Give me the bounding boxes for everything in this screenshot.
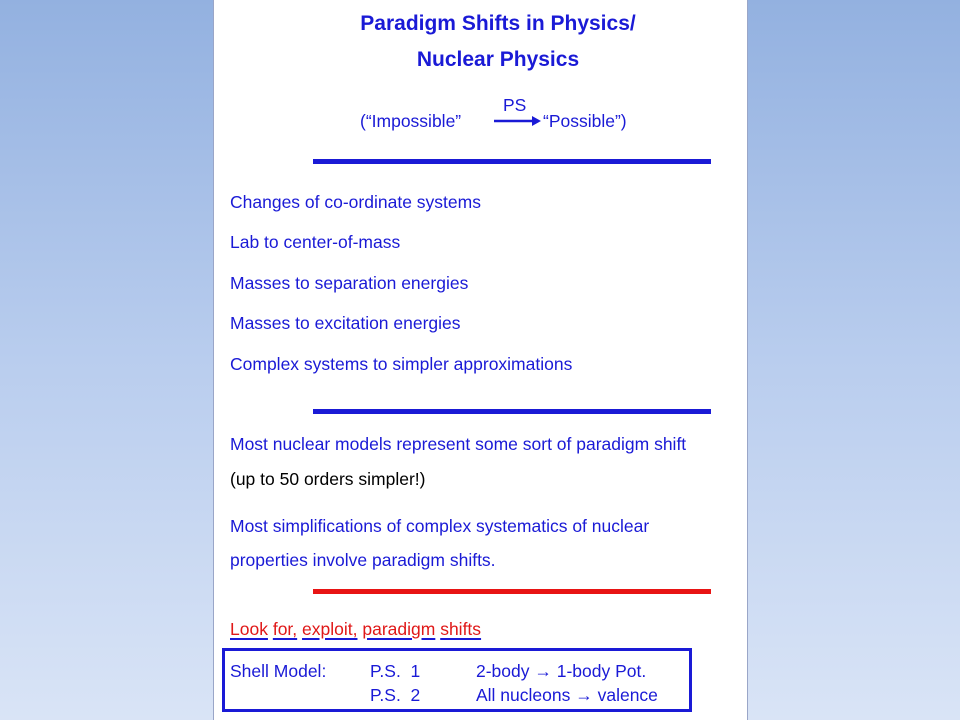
list-item: Lab to center-of-mass	[230, 232, 401, 252]
slide-title-line2: Nuclear Physics	[416, 48, 580, 71]
list-item: Changes of co-ordinate systems	[230, 192, 481, 212]
list-item: Masses to excitation energies	[230, 313, 461, 333]
shifts-word: shifts	[440, 619, 482, 639]
slide-title-line1: Paradigm Shifts in Physics/	[360, 12, 636, 35]
ps-2-label: P.S. 2	[370, 685, 421, 705]
possible-label: “Possible”)	[543, 111, 627, 131]
look-word: Look	[230, 619, 268, 639]
ps-1-desc: 2-body → 1-body Pot.	[476, 661, 647, 681]
models-line: Most nuclear models represent some sort of paradigm shift	[230, 434, 687, 454]
impossible-label: (“Impossible”	[360, 111, 462, 131]
shell-model-label: Shell Model:	[230, 661, 327, 681]
ps-1-label: P.S. 1	[370, 661, 421, 681]
divider-top	[313, 159, 711, 164]
look-for-line	[230, 619, 481, 640]
arrow-right-icon	[492, 114, 542, 128]
ps-label: PS	[503, 95, 527, 115]
simpler-note: (up to 50 orders simpler!)	[230, 469, 426, 489]
list-item: Complex systems to simpler approximations	[230, 354, 573, 374]
paradigm-word: paradigm	[362, 619, 436, 639]
simplifications-line-2: properties involve paradigm shifts.	[230, 550, 496, 570]
divider-red	[313, 589, 711, 594]
ps-2-desc: All nucleons → valence	[476, 685, 658, 705]
for-word: for,	[272, 619, 298, 639]
exploit-word: exploit,	[302, 619, 358, 639]
divider-middle	[313, 409, 711, 414]
simplifications-line-1: Most simplifications of complex systematics of nuclear	[230, 516, 650, 536]
list-item: Masses to separation energies	[230, 273, 469, 293]
